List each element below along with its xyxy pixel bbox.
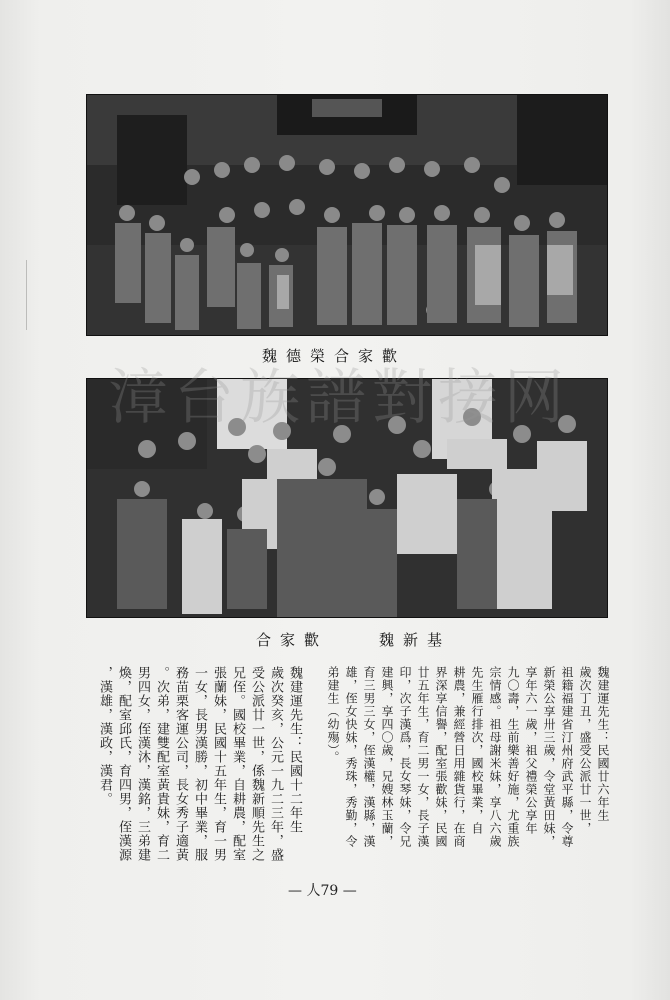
top-photo-caption: 魏德榮合家歡 (262, 347, 407, 365)
text-column: 歲次癸亥，公元一九二三年，盛 (268, 666, 283, 862)
text-column: 耕農，兼經營日用雜貨行，在商 (452, 666, 466, 848)
page-number: — 人79 — (288, 883, 357, 899)
bottom-photo-caption-name: 魏新基 (379, 631, 452, 649)
text-column: ，漢雄，漢政，漢君。 (97, 666, 112, 806)
watermark: 漳台族譜對接网 (108, 363, 570, 433)
text-column: 育三男三女，侄漢權，漢縣，漢 (362, 666, 376, 848)
family-photo-top (86, 94, 608, 336)
text-column: 張蘭妹，民國十五年生，育一男 (211, 666, 226, 862)
biography-block-right (312, 666, 612, 886)
text-column: 享年六一歲，祖父禮榮公享年 (524, 666, 538, 835)
text-column: 魏建運先生：民國十二年生 (287, 666, 302, 834)
binding-mark (26, 260, 27, 330)
text-column: 先生雁行排次，國校畢業，自 (470, 666, 484, 835)
text-column: 印，次子漢爲，長女琴妹，令兄 (398, 666, 412, 848)
text-column: 宗情感。祖母謝米妹，享八六歲 (488, 666, 502, 848)
text-column: 界深享信譽，配室張歡妹，民國 (434, 666, 448, 848)
text-column: 務苗栗客運公司，長女秀子適黃 (173, 666, 188, 862)
text-column: 祖籍福建省汀州府武平縣，令尊 (560, 666, 574, 848)
text-column: 男四女，侄漢沐，漢銘，三弟建 (135, 666, 150, 862)
text-column: 受公派廿一世，係魏新順先生之 (249, 666, 264, 862)
text-column: 廿五年生，育二男一女，長子漢 (416, 666, 430, 848)
text-column: 歲次丁丑，盛受公派廿一世， (578, 666, 592, 835)
bottom-photo-caption-tail: 合家歡 (256, 631, 329, 649)
text-column: 新榮公享卅三歲，令堂黃田妹， (542, 666, 556, 848)
text-column: 兄侄。國校畢業，自耕農，配室 (230, 666, 245, 862)
text-column: 九〇壽，生前樂善好施，尤重族 (506, 666, 520, 848)
text-column: 。次弟，建雙配室黃貴妹，育二 (154, 666, 169, 862)
text-column: 弟建生（幼殤）。 (326, 666, 340, 764)
text-column: 雄，侄女快妹，秀珠，秀勤，令 (344, 666, 358, 848)
text-column: 魏建運先生：民國廿六年生 (596, 666, 610, 822)
text-column: 煥，配室邱氏，育四男，侄漢源 (116, 666, 131, 862)
biography-block-left (94, 666, 304, 886)
text-column: 建興，享四〇歲，兄嫂林玉蘭， (380, 666, 394, 848)
text-column: 一女，長男漢勝，初中畢業，服 (192, 666, 207, 862)
